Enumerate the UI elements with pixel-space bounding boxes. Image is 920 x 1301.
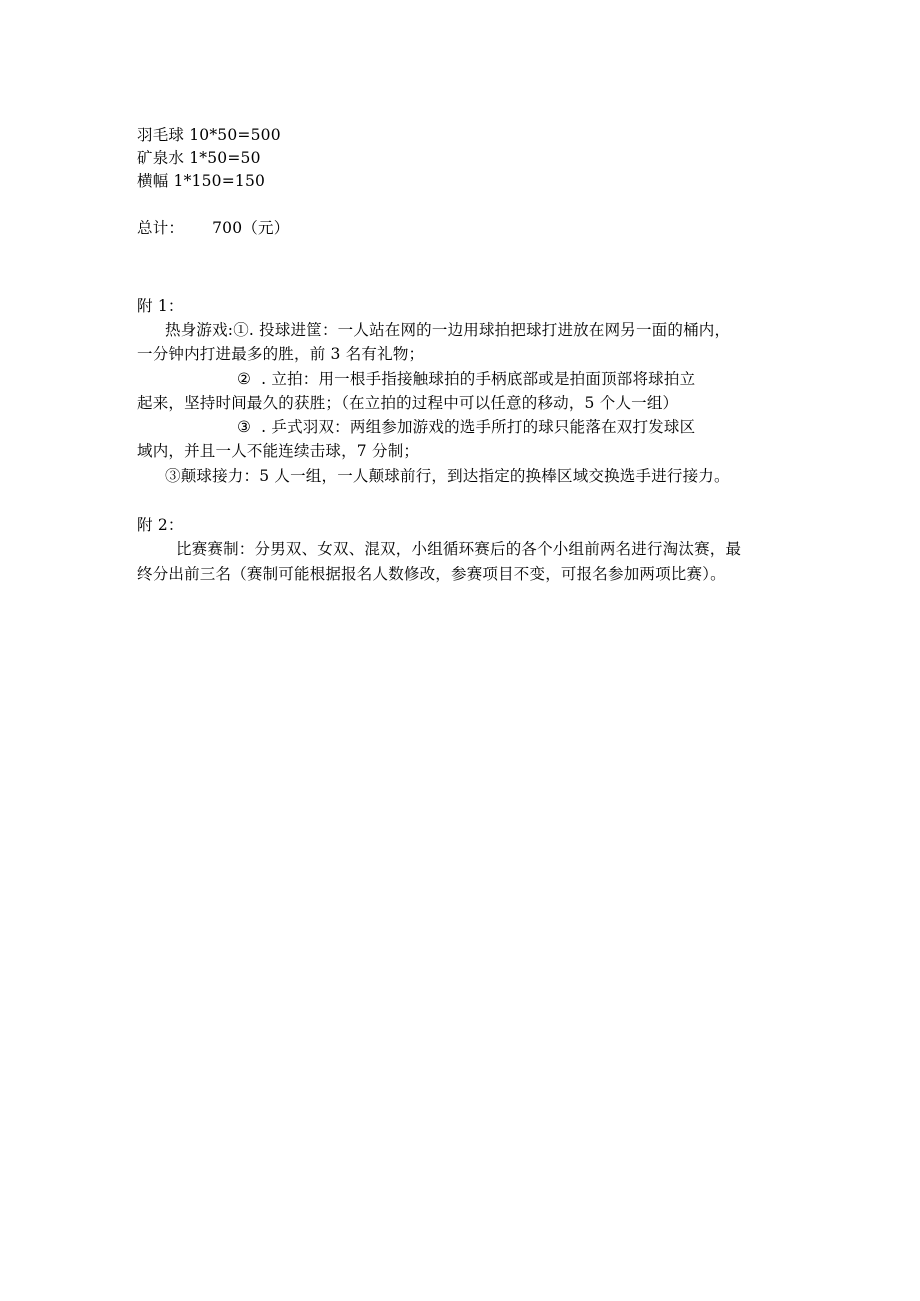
appendix1-game3-text: . 乒式羽双：两组参加游戏的选手所打的球只能落在双打发球区: [261, 418, 696, 436]
appendix1-game3-line2: 域内，并且一人不能连续击球，7 分制；: [137, 442, 420, 460]
budget-item-banner: 横幅 1*150=150: [137, 172, 266, 190]
appendix1-game4-line1: ③颠球接力：5 人一组，一人颠球前行，到达指定的换棒区域交换选手进行接力。: [165, 467, 730, 485]
budget-total-value: 700（元）: [212, 219, 290, 237]
appendix2-line2: 终分出前三名（赛制可能根据报名人数修改，参赛项目不变，可报名参加两项比赛）。: [137, 565, 726, 583]
appendix1-game1-line2: 一分钟内打进最多的胜，前 3 名有礼物；: [137, 345, 425, 363]
appendix1-game3-line1: [237, 416, 695, 438]
budget-total-label: 总计：: [137, 219, 185, 237]
appendix2-line1: 比赛赛制：分男双、女双、混双，小组循环赛后的各个小组前两名进行淘汰赛，最: [176, 540, 742, 558]
appendix1-game2-text: . 立拍：用一根手指接触球拍的手柄底部或是拍面顶部将球拍立: [261, 370, 696, 388]
appendix2-title: 附 2：: [137, 516, 184, 534]
appendix1-game1-line1: 热身游戏:①. 投球进筐：一人站在网的一边用球拍把球打进放在网另一面的桶内，: [165, 321, 731, 339]
budget-item-badminton: 羽毛球 10*50=500: [137, 126, 281, 144]
appendix1-game3-number: ③: [237, 418, 252, 436]
appendix1-game2-number: ②: [237, 370, 252, 388]
budget-total: [137, 217, 289, 239]
appendix1-title: 附 1：: [137, 297, 184, 315]
appendix1-game2-line2: 起来，坚持时间最久的获胜；（在立拍的过程中可以任意的移动，5 个人一组）: [137, 394, 679, 412]
appendix1-game2-line1: [237, 368, 695, 390]
budget-item-water: 矿泉水 1*50=50: [137, 149, 261, 167]
